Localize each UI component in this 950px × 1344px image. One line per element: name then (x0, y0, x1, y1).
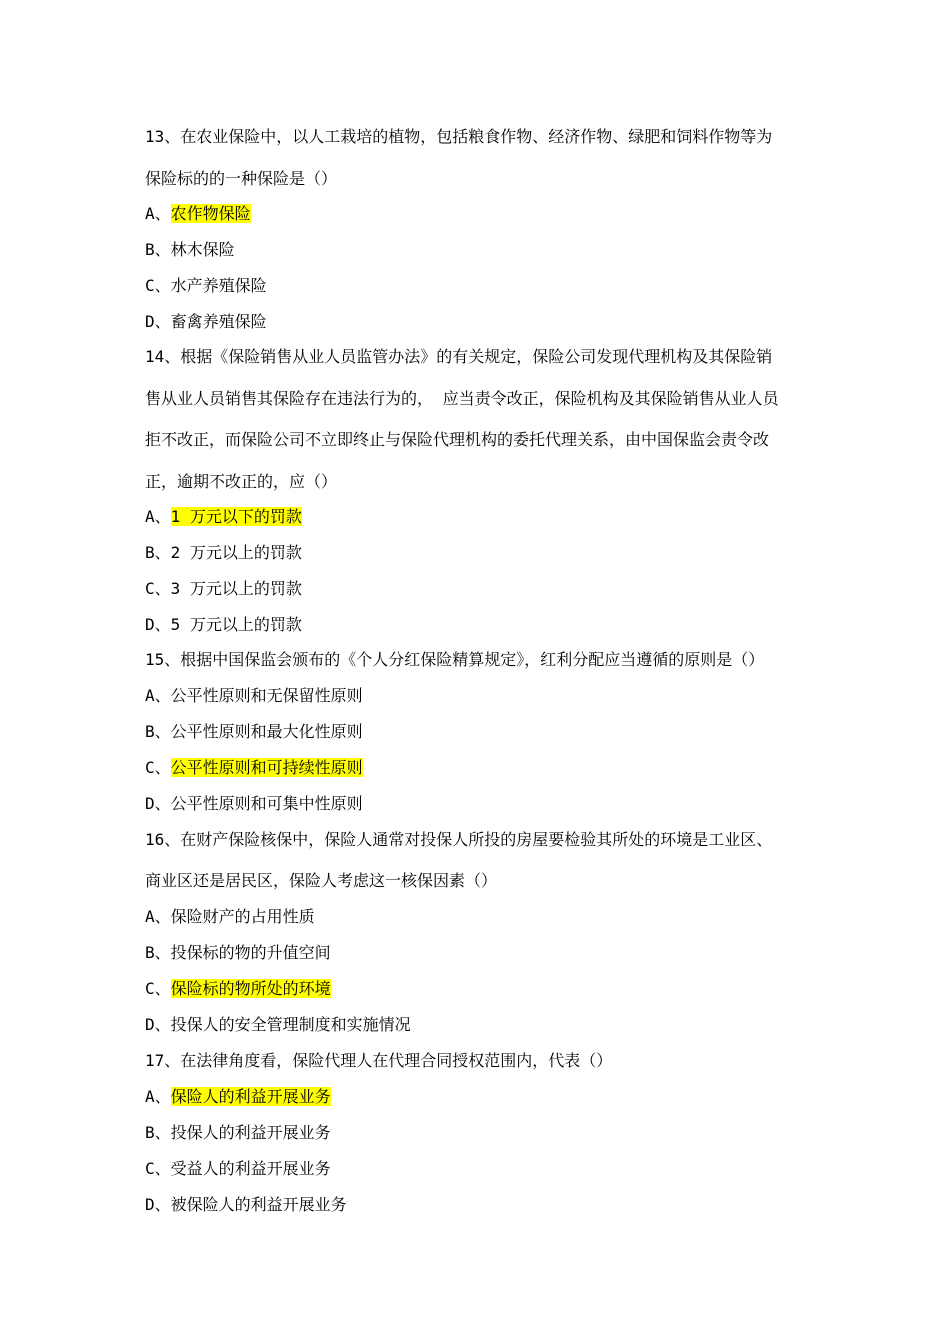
option-c (145, 578, 302, 600)
option-a (145, 906, 315, 928)
option-prefix: D、 (145, 615, 171, 634)
option-text: 5 万元以上的罚款 (170, 615, 302, 634)
option-c (145, 1158, 331, 1180)
option-text-answer: 1 万元以下的罚款 (170, 507, 302, 526)
option-c (145, 757, 363, 779)
option-prefix: B、 (145, 1123, 171, 1142)
option-text-answer: 保险人的利益开展业务 (170, 1087, 331, 1106)
question-text-line: 拒不改正，而保险公司不立即终止与保险代理机构的委托代理关系，由中国保监会责令改 (145, 430, 770, 449)
option-prefix: B、 (145, 240, 171, 259)
question-text-line: 售从业人员销售其保险存在违法行为的， 应当责令改正，保险机构及其保险销售从业人员 (145, 389, 779, 408)
option-prefix: C、 (145, 979, 171, 998)
option-prefix: C、 (145, 276, 171, 295)
option-a (145, 203, 251, 225)
option-prefix: C、 (145, 579, 171, 598)
option-b (145, 239, 235, 261)
option-text: 公平性原则和可集中性原则 (170, 794, 363, 813)
option-prefix: D、 (145, 1195, 171, 1214)
option-prefix: A、 (145, 204, 171, 223)
option-c (145, 275, 267, 297)
option-text: 投保标的物的升值空间 (170, 943, 331, 962)
option-b (145, 721, 363, 743)
option-b (145, 1122, 331, 1144)
option-prefix: A、 (145, 507, 171, 526)
option-prefix: D、 (145, 794, 171, 813)
option-d (145, 311, 267, 333)
question-text-line: 商业区还是居民区，保险人考虑这一核保因素（） (145, 871, 498, 890)
option-text: 林木保险 (170, 240, 235, 259)
option-text: 被保险人的利益开展业务 (170, 1195, 347, 1214)
question-text-line: 14、根据《保险销售从业人员监管办法》的有关规定，保险公司发现代理机构及其保险销 (145, 347, 773, 366)
option-text: 保险财产的占用性质 (170, 907, 315, 926)
option-d (145, 1194, 347, 1216)
option-text-answer: 农作物保险 (170, 204, 251, 223)
option-b (145, 542, 302, 564)
option-d (145, 793, 363, 815)
question-text-line: 13、在农业保险中，以人工栽培的植物，包括粮食作物、经济作物、绿肥和饲料作物等为 (145, 127, 773, 146)
option-text-answer: 保险标的物所处的环境 (170, 979, 331, 998)
option-d (145, 1014, 411, 1036)
question-text-line: 16、在财产保险核保中，保险人通常对投保人所投的房屋要检验其所处的环境是工业区、 (145, 830, 773, 849)
option-prefix: D、 (145, 1015, 171, 1034)
option-prefix: A、 (145, 1087, 171, 1106)
option-d (145, 614, 302, 636)
option-prefix: C、 (145, 758, 171, 777)
option-a (145, 506, 302, 528)
option-prefix: B、 (145, 943, 171, 962)
option-prefix: D、 (145, 312, 171, 331)
option-prefix: A、 (145, 686, 171, 705)
option-prefix: A、 (145, 907, 171, 926)
option-text: 水产养殖保险 (170, 276, 267, 295)
option-text: 3 万元以上的罚款 (170, 579, 302, 598)
option-text: 2 万元以上的罚款 (170, 543, 302, 562)
question-text-line: 保险标的的一种保险是（） (145, 169, 338, 188)
option-a (145, 1086, 331, 1108)
option-text: 公平性原则和最大化性原则 (170, 722, 363, 741)
option-text: 受益人的利益开展业务 (170, 1159, 331, 1178)
option-a (145, 685, 363, 707)
question-text-line: 17、在法律角度看，保险代理人在代理合同授权范围内，代表（） (145, 1051, 613, 1070)
option-text: 投保人的安全管理制度和实施情况 (170, 1015, 411, 1034)
option-prefix: B、 (145, 543, 171, 562)
question-text-line: 15、根据中国保监会颁布的《个人分红保险精算规定》，红利分配应当遵循的原则是（） (145, 650, 765, 669)
question-text-line: 正，逾期不改正的，应（） (145, 472, 338, 491)
option-prefix: B、 (145, 722, 171, 741)
option-b (145, 942, 331, 964)
option-text-answer: 公平性原则和可持续性原则 (170, 758, 363, 777)
option-prefix: C、 (145, 1159, 171, 1178)
option-text: 公平性原则和无保留性原则 (170, 686, 363, 705)
option-text: 投保人的利益开展业务 (170, 1123, 331, 1142)
option-text: 畜禽养殖保险 (170, 312, 267, 331)
option-c (145, 978, 331, 1000)
